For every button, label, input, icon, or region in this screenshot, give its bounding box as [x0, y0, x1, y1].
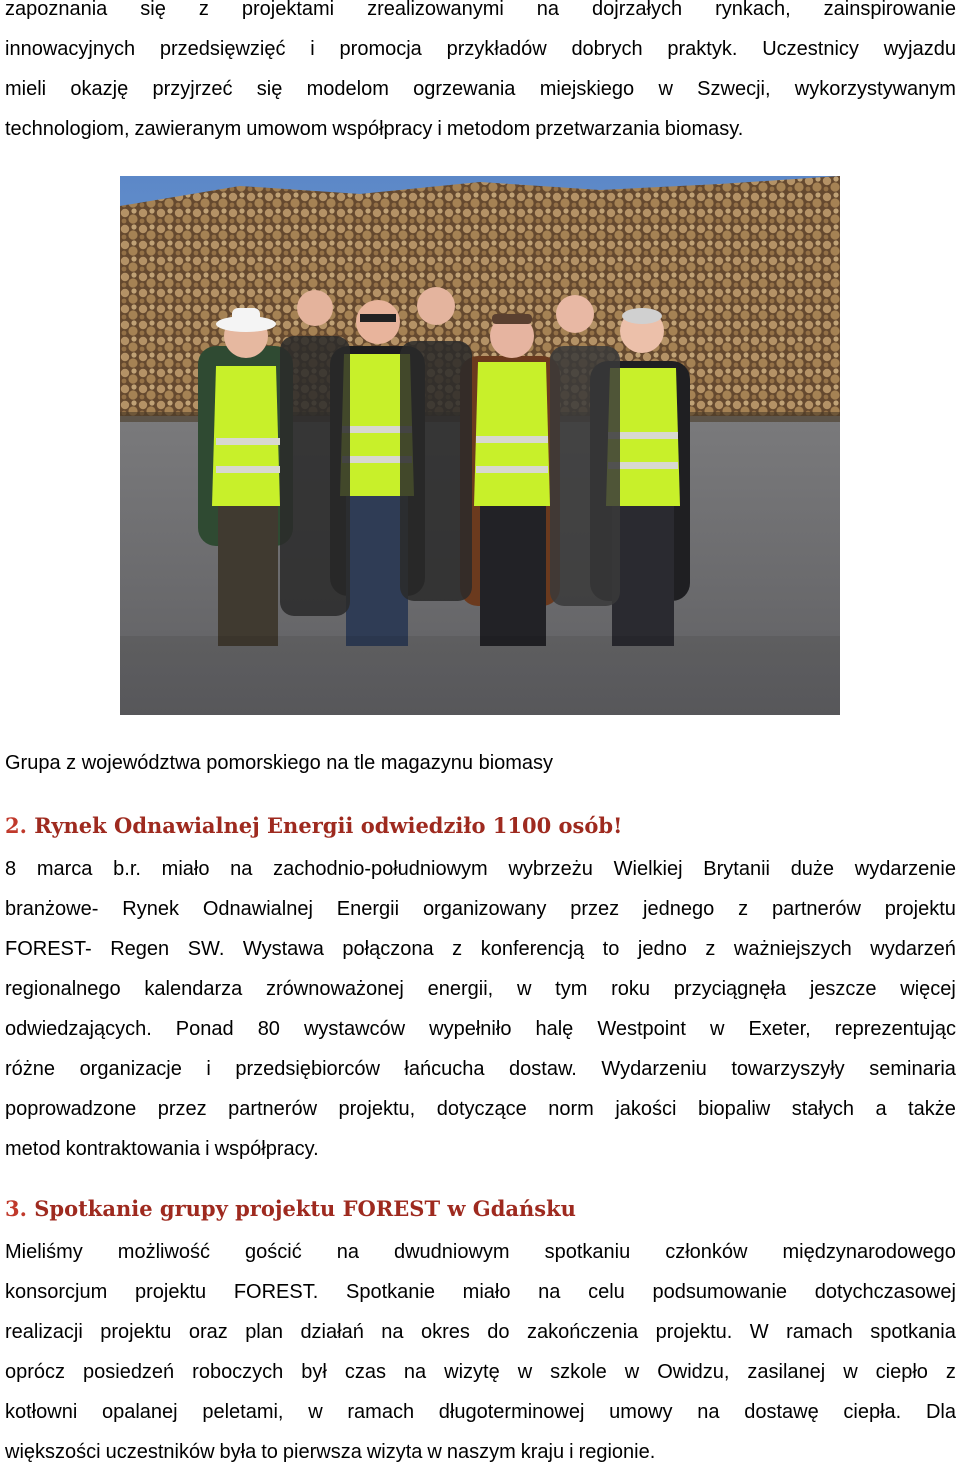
- word: przez: [157, 1098, 207, 1120]
- word: szkole: [550, 1361, 607, 1383]
- word: na: [336, 1241, 359, 1263]
- word: dwudniowym: [393, 1241, 510, 1263]
- word: organizowany: [422, 898, 547, 920]
- word: wydarzenie: [854, 858, 956, 880]
- word: z: [705, 938, 716, 960]
- word: czas: [344, 1361, 386, 1383]
- word: kalendarza: [144, 978, 243, 1000]
- word: Wystawa: [242, 938, 324, 960]
- section-2-title: Rynek Odnawialnej Energii odwiedziło 1100 osób!: [34, 813, 623, 838]
- word: podsumowanie: [652, 1281, 788, 1303]
- word: zakończenia: [526, 1321, 639, 1343]
- word: w: [658, 78, 673, 100]
- section-2-line: [5, 849, 956, 889]
- word: Spotkanie: [345, 1281, 435, 1303]
- word: przedsiębiorców: [235, 1058, 380, 1080]
- section-2-line: [5, 1089, 956, 1129]
- word: jedno: [637, 938, 687, 960]
- word: roboczych: [192, 1361, 284, 1383]
- section-3-line: [5, 1272, 956, 1312]
- word: Uczestnicy: [762, 38, 859, 60]
- word: branżowe-: [5, 898, 99, 920]
- word: umowom: [246, 118, 328, 140]
- word: przykładów: [446, 38, 547, 60]
- word: umowy: [609, 1401, 673, 1423]
- word: na: [538, 1281, 561, 1303]
- word: międzynarodowego: [782, 1241, 956, 1263]
- word: Rynek: [122, 898, 179, 920]
- word: projektu.: [655, 1321, 733, 1343]
- section-2-line: [5, 929, 956, 969]
- word: metodom: [446, 118, 531, 140]
- word: innowacyjnych: [5, 38, 136, 60]
- word: w: [308, 1401, 323, 1423]
- section-2-number: 2.: [5, 813, 27, 838]
- word: peletami,: [202, 1401, 284, 1423]
- word: b.r.: [113, 858, 141, 880]
- word: się: [256, 78, 283, 100]
- word: spotkaniu: [544, 1241, 631, 1263]
- word: posiedzeń: [83, 1361, 175, 1383]
- word: różne: [5, 1058, 56, 1080]
- word: partnerów: [771, 898, 861, 920]
- word: poprowadzone: [5, 1098, 137, 1120]
- word: i: [569, 1441, 574, 1463]
- word: na: [403, 1361, 427, 1383]
- word: roku: [611, 978, 651, 1000]
- word: modelom: [306, 78, 389, 100]
- word: konferencją: [480, 938, 585, 960]
- word: przedsięwzięć: [159, 38, 286, 60]
- word: Wydarzeniu: [601, 1058, 707, 1080]
- word: miało: [462, 1281, 511, 1303]
- word: większości: [5, 1441, 101, 1463]
- section-2-line: [5, 969, 956, 1009]
- word: plan: [245, 1321, 283, 1343]
- word: dojrzałych: [592, 0, 683, 20]
- word: praktyk.: [667, 38, 738, 60]
- word: Energii: [336, 898, 400, 920]
- section-2-line: [5, 1009, 956, 1049]
- word: wydarzeń: [870, 938, 956, 960]
- word: regionalnego: [5, 978, 121, 1000]
- word: miało: [161, 858, 210, 880]
- word: wyjazdu: [883, 38, 956, 60]
- word: Odnawialnej: [202, 898, 313, 920]
- word: wybrzeżu: [508, 858, 593, 880]
- word: z: [945, 1361, 956, 1383]
- word: Brytanii: [703, 858, 770, 880]
- word: energii,: [427, 978, 494, 1000]
- word: zapoznania: [5, 0, 108, 20]
- word: ważniejszych: [733, 938, 852, 960]
- section-2-paragraph: [5, 849, 956, 1169]
- word: członków: [665, 1241, 748, 1263]
- word: stałych: [791, 1098, 854, 1120]
- word: promocja: [339, 38, 422, 60]
- word: w: [516, 978, 532, 1000]
- word: miejskiego: [539, 78, 635, 100]
- word: z: [198, 0, 209, 20]
- word: ogrzewania: [413, 78, 516, 100]
- word: projektu,: [338, 1098, 416, 1120]
- word: FOREST.: [233, 1281, 319, 1303]
- word: okres: [420, 1321, 470, 1343]
- word: i: [310, 38, 315, 60]
- word: jakości: [615, 1098, 677, 1120]
- word: zrównoważonej: [266, 978, 404, 1000]
- word: ramach: [786, 1321, 853, 1343]
- word: projektami: [241, 0, 335, 20]
- word: ramach: [347, 1401, 415, 1423]
- word: technologiom,: [5, 118, 130, 140]
- word: metod: [5, 1138, 61, 1160]
- word: tym: [555, 978, 588, 1000]
- word: z: [738, 898, 749, 920]
- intro-line: [5, 29, 956, 69]
- intro-line: [5, 0, 956, 29]
- word: kotłowni: [5, 1401, 78, 1423]
- word: jednego: [643, 898, 715, 920]
- word: także: [908, 1098, 956, 1120]
- word: kraju: [520, 1441, 565, 1463]
- word: dostawę: [744, 1401, 819, 1423]
- word: był: [301, 1361, 327, 1383]
- word: przez: [570, 898, 620, 920]
- word: celu: [588, 1281, 625, 1303]
- word: to: [602, 938, 620, 960]
- word: projektu: [134, 1281, 207, 1303]
- section-3-line: [5, 1392, 956, 1432]
- word: w: [427, 1441, 442, 1463]
- section-3-number: 3.: [5, 1196, 27, 1221]
- word: spotkania: [870, 1321, 956, 1343]
- word: na: [381, 1321, 404, 1343]
- group-photo: [120, 176, 840, 715]
- word: jeszcze: [809, 978, 877, 1000]
- word: seminaria: [869, 1058, 956, 1080]
- section-3-title: Spotkanie grupy projektu FOREST w Gdańsku: [34, 1196, 576, 1221]
- word: na: [697, 1401, 720, 1423]
- word: Szwecji,: [697, 78, 771, 100]
- word: dotyczące: [436, 1098, 527, 1120]
- word: była: [219, 1441, 257, 1463]
- word: wizytę: [444, 1361, 500, 1383]
- word: projektu: [100, 1321, 172, 1343]
- section-2-line: [5, 1129, 956, 1169]
- person: [460, 314, 560, 646]
- intro-paragraph: [5, 0, 956, 149]
- word: norm: [548, 1098, 594, 1120]
- word: i: [206, 1058, 211, 1080]
- intro-line: [5, 69, 956, 109]
- word: opalanej: [101, 1401, 178, 1423]
- word: Owidzu,: [657, 1361, 730, 1383]
- word: możliwość: [117, 1241, 211, 1263]
- word: przetwarzania: [535, 118, 660, 140]
- word: biopaliw: [697, 1098, 771, 1120]
- word: w: [843, 1361, 858, 1383]
- word: na: [230, 858, 253, 880]
- word: Westpoint: [597, 1018, 686, 1040]
- word: mieli: [5, 78, 47, 100]
- word: a: [875, 1098, 887, 1120]
- word: wypełniło: [429, 1018, 512, 1040]
- word: w: [709, 1018, 725, 1040]
- word: zainspirowanie: [823, 0, 956, 20]
- word: przyjrzeć: [152, 78, 233, 100]
- word: okazję: [70, 78, 129, 100]
- section-3-heading: [5, 1194, 576, 1224]
- word: reprezentując: [834, 1018, 956, 1040]
- word: regionie.: [578, 1441, 656, 1463]
- word: towarzyszyły: [731, 1058, 845, 1080]
- word: zasilanej: [747, 1361, 826, 1383]
- word: wykorzystywanym: [794, 78, 956, 100]
- word: wizyta: [366, 1441, 423, 1463]
- word: Dla: [925, 1401, 956, 1423]
- word: Exeter,: [748, 1018, 811, 1040]
- word: się: [140, 0, 166, 20]
- word: organizacje: [79, 1058, 182, 1080]
- word: odwiedzających.: [5, 1018, 152, 1040]
- section-2-line: [5, 889, 956, 929]
- word: rynkach,: [715, 0, 791, 20]
- intro-line: [5, 109, 956, 149]
- word: duże: [790, 858, 835, 880]
- word: kontraktowania: [65, 1138, 201, 1160]
- word: współpracy: [332, 118, 433, 140]
- word: działań: [300, 1321, 364, 1343]
- word: w: [517, 1361, 533, 1383]
- word: połączona: [342, 938, 434, 960]
- word: pierwsza: [282, 1441, 362, 1463]
- word: długoterminowej: [438, 1401, 585, 1423]
- word: 8: [5, 858, 17, 880]
- word: na: [536, 0, 560, 20]
- word: łańcucha: [404, 1058, 485, 1080]
- section-2-heading: [5, 811, 622, 841]
- section-3-line: [5, 1312, 956, 1352]
- word: z: [452, 938, 463, 960]
- word: naszym: [446, 1441, 516, 1463]
- word: Mieliśmy: [5, 1241, 83, 1263]
- word: dostaw.: [509, 1058, 577, 1080]
- word: i: [205, 1138, 210, 1160]
- word: Regen: [110, 938, 170, 960]
- word: Wielkiej: [613, 858, 683, 880]
- word: ciepło: [875, 1361, 928, 1383]
- section-3-paragraph: [5, 1232, 956, 1472]
- word: konsorcjum: [5, 1281, 108, 1303]
- word: to: [261, 1441, 278, 1463]
- section-2-line: [5, 1049, 956, 1089]
- word: gościć: [245, 1241, 302, 1263]
- word: SW.: [187, 938, 225, 960]
- section-3-line: [5, 1352, 956, 1392]
- word: biomasy.: [664, 118, 744, 140]
- section-3-line: [5, 1432, 956, 1472]
- word: przyciągnęła: [673, 978, 787, 1000]
- word: FOREST-: [5, 938, 92, 960]
- word: 80: [257, 1018, 280, 1040]
- word: halę: [535, 1018, 574, 1040]
- word: zawieranym: [134, 118, 242, 140]
- word: współpracy.: [214, 1138, 319, 1160]
- word: projektu: [884, 898, 956, 920]
- section-3-line: [5, 1232, 956, 1272]
- word: wystawców: [303, 1018, 406, 1040]
- word: realizacji: [5, 1321, 83, 1343]
- word: do: [487, 1321, 510, 1343]
- word: ciepła.: [843, 1401, 902, 1423]
- word: Ponad: [175, 1018, 234, 1040]
- photo-caption: Grupa z województwa pomorskiego na tle magazynu biomasy: [5, 752, 554, 774]
- word: oraz: [188, 1321, 228, 1343]
- word: zrealizowanymi: [367, 0, 504, 20]
- word: partnerów: [228, 1098, 318, 1120]
- word: uczestników: [105, 1441, 215, 1463]
- word: więcej: [900, 978, 956, 1000]
- word: zachodnio-południowym: [273, 858, 488, 880]
- word: W: [749, 1321, 769, 1343]
- word: marca: [36, 858, 93, 880]
- word: oprócz: [5, 1361, 66, 1383]
- word: dotychczasowej: [814, 1281, 956, 1303]
- word: w: [624, 1361, 640, 1383]
- word: i: [437, 118, 442, 140]
- word: dobrych: [571, 38, 643, 60]
